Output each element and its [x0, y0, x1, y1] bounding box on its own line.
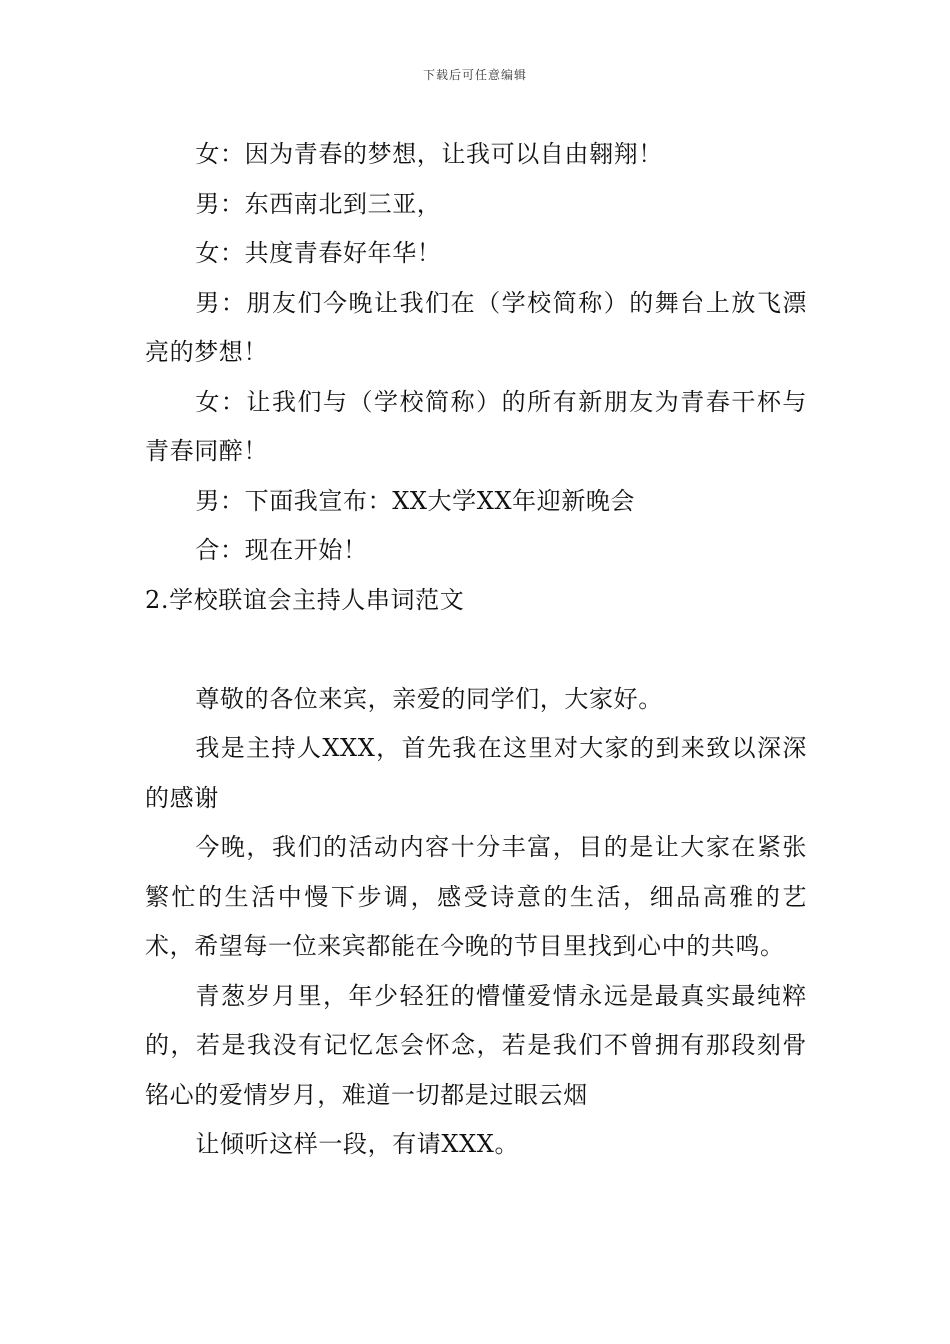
- document-body: [145, 130, 807, 1170]
- body-paragraph: 我是主持人XXX，首先我在这里对大家的到来致以深深的感谢: [145, 734, 807, 812]
- body-paragraph: 尊敬的各位来宾，亲爱的同学们，大家好。: [195, 684, 663, 713]
- dialogue-line: 男：下面我宣布：XX大学XX年迎新晚会: [195, 486, 636, 515]
- body-paragraph: 青葱岁月里，年少轻狂的懵懂爱情永远是最真实最纯粹的，若是我没有记忆怎会怀念，若是我们不曾拥有那段刻骨铭心的爱情岁月，难道一切都是过眼云烟: [145, 981, 807, 1109]
- body-paragraph: 今晚，我们的活动内容十分丰富，目的是让大家在紧张繁忙的生活中慢下步调，感受诗意的生活，细品高雅的艺术，希望每一位来宾都能在今晚的节目里找到心中的共鸣。: [145, 833, 807, 960]
- dialogue-line: 女：让我们与（学校简称）的所有新朋友为青春干杯与青春同醉！: [145, 387, 807, 465]
- header-note: 下载后可任意编辑: [422, 68, 527, 82]
- section-heading: 2.学校联谊会主持人串词范文: [145, 585, 465, 614]
- dialogue-line: 合：现在开始！: [195, 536, 368, 564]
- body-paragraph: 让倾听这样一段，有请XXX。: [195, 1130, 520, 1158]
- dialogue-line: 男：东西南北到三亚，: [195, 189, 442, 218]
- dialogue-line: 女：共度青春好年华！: [195, 239, 442, 267]
- dialogue-line: 女：因为青春的梦想，让我可以自由翱翔！: [195, 140, 663, 168]
- dialogue-line: 男：朋友们今晚让我们在（学校简称）的舞台上放飞漂亮的梦想！: [145, 288, 807, 366]
